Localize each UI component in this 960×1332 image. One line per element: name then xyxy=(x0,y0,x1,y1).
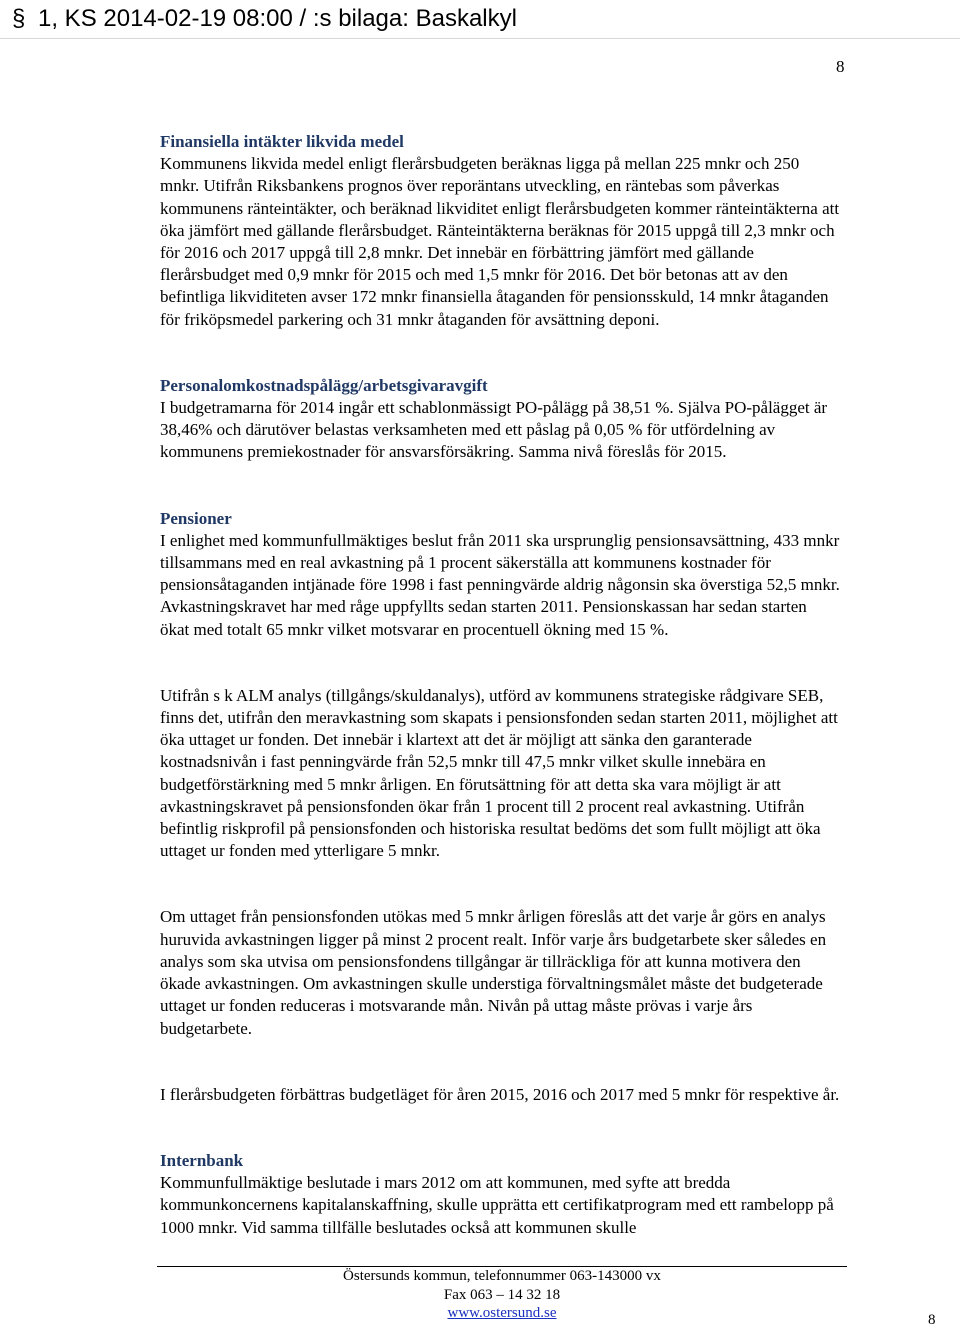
section-internbank xyxy=(160,1150,840,1239)
document-banner xyxy=(0,0,960,39)
section-heading: Finansiella intäkter likvida medel xyxy=(160,132,404,151)
paragraph: Utifrån s k ALM analys (tillgångs/skuldanalys), utförd av kommunens strategiske rådgivare SEB, finns det, utifrån den meravkastning som skapats i pensionsfonden sedan starten 2011, möjlighet att öka uttaget ur fonden. Det innebär i klartext att det är möjligt att sänka den garanterade kostnadsnivån i fast penningvärde från 52,5 mnkr till 47,5 mnkr vilket skulle innebära en budgetförstärkning med 5 mnkr årligen. En förutsättning för att detta ska vara möjligt är att avkastningskravet på pensionsfonden ökar från 1 procent till 2 procent real avkastning. Utifrån befintlig riskprofil på pensionsfonden och historiska resultat bedöms det som fullt möjligt att öka uttaget ur fonden med ytterligare 5 mnkr. xyxy=(160,685,838,861)
website-link[interactable]: www.ostersund.se xyxy=(447,1305,557,1321)
section-finansiella-intakter xyxy=(160,131,840,331)
section-heading: Personalomkostnadspålägg/arbetsgivaravgift xyxy=(160,375,488,395)
page-number-top: 8 xyxy=(836,57,845,76)
paragraph: I flerårsbudgeten förbättras budgetläget för åren 2015, 2016 och 2017 med 5 mnkr för respektive år. xyxy=(160,1084,840,1104)
page-footer xyxy=(157,1266,847,1323)
paragraph: I budgetramarna för 2014 ingår ett schablonmässigt PO-pålägg på 38,51 %. Själva PO-pålägget är 38,46% och därutöver belastas verksamheten med ett påslag på 0,05 % för utfördelning av kommunens premiekostnader för ansvarsförsäkring. Samma nivå föreslås för 2015. xyxy=(160,398,828,462)
section-pensioner xyxy=(160,508,840,1106)
section-sign-icon: § xyxy=(12,5,26,32)
footer-contact: Östersunds kommun, telefonnummer 063-143000 vx xyxy=(343,1268,661,1284)
page-content xyxy=(160,131,840,1261)
banner-title: 1, KS 2014-02-19 08:00 / :s bilaga: Baskalkyl xyxy=(38,5,517,32)
section-heading: Internbank xyxy=(160,1150,244,1170)
paragraph: Om uttaget från pensionsfonden utökas med 5 mnkr årligen föreslås att det varje år görs en analys huruvida avkastningen ligger på minst 2 procent realt. Inför varje års budgetarbete sker således en analys som ska utvisa om pensionsfondens tillgångar är tillräckliga för att kunna motivera den ökade avkastningen. Om avkastningen skulle understiga förvaltningsmålet måste det budgeterade uttaget ur fonden reduceras i motsvarande mån. Nivån på uttag måste prövas i varje års budgetarbete. xyxy=(160,907,827,1038)
section-personalomkostnad xyxy=(160,375,840,464)
paragraph: Kommunens likvida medel enligt flerårsbudgeten beräknas ligga på mellan 225 mnkr och 250 mnkr. Utifrån Riksbankens prognos över reporäntans utveckling, en räntebas som påverkas kommunens ränteintäkter, och beräknad likviditet enligt flerårsbudgeten kommer ränteintäkterna att öka jämfört med gällande flerårsbudget. Ränteintäkterna beräknas för 2015 uppgå till 2,3 mnkr och för 2016 och 2017 uppgå till 2,8 mnkr. Det innebär en förbättring jämfört med gällande flerårsbudget med 0,9 mnkr för 2015 och med 1,5 mnkr för 2016. Det bör betonas att av den befintliga likviditeten avser 172 mnkr finansiella åtaganden för pensionsskuld, 14 mnkr åtaganden för friköpsmedel parkering och 31 mnkr åtaganden för avsättning deponi. xyxy=(160,154,840,329)
footer-fax: Fax 063 – 14 32 18 xyxy=(443,1286,561,1303)
section-heading: Pensioner xyxy=(160,508,232,528)
paragraph: I enlighet med kommunfullmäktiges beslut från 2011 ska ursprunglig pensionsavsättning, 433 mnkr tillsammans med en real avkastning på 1 procent säkerställa att kommunens kostnader för pensionsåtaganden intjänade före 1998 i fast penningvärde aldrig någonsin ska överstiga 52,5 mnkr. Avkastningskravet har med råge uppfyllts sedan starten 2011. Pensionskassan har sedan starten ökat med totalt 65 mnkr vilket motsvarar en procentuell ökning med 15 %. xyxy=(160,530,840,639)
page-number-bottom: 8 xyxy=(928,1312,936,1328)
paragraph: Kommunfullmäktige beslutade i mars 2012 om att kommunen, med syfte att bredda kommunkoncernens kapitalanskaffning, skulle upprätta ett certifikatprogram med ett rambelopp på 1000 mnkr. Vid samma tillfälle beslutades också att kommunen skulle xyxy=(160,1173,834,1237)
